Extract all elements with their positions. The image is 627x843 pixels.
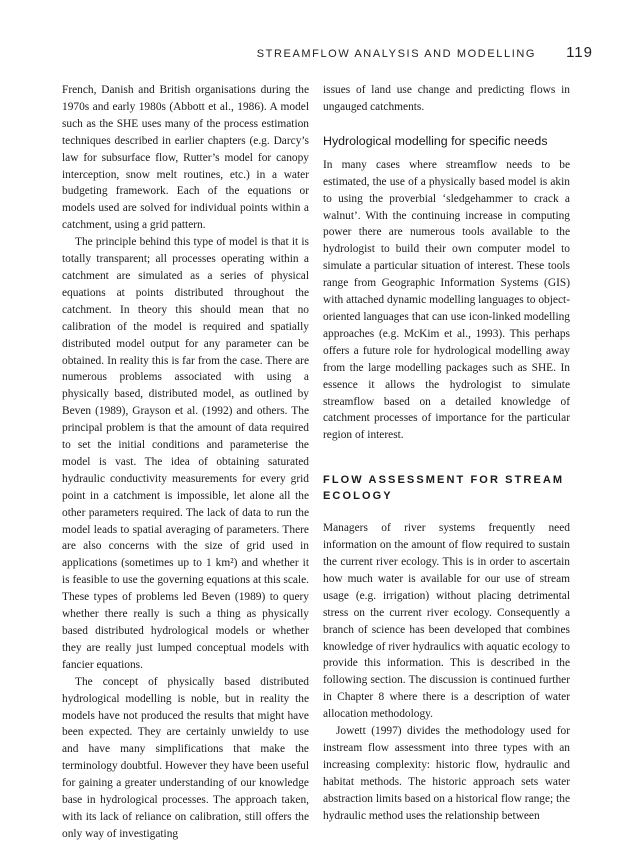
left-paragraph-3: The concept of physically based distributed hydrological modelling is noble, but in reality the models have not produced the results that might have been expected. They are certainly unwieldy to use and have many simplifications that make the terminology doubtful. However they have been useful for gaining a greater understanding of our knowledge base in hydrological processes. The approach taken, with its lack of reliance on calibration, still offers the only way of investigating [62,675,309,840]
page-number: 119 [566,44,593,61]
left-paragraph-1: French, Danish and British organisations during the 1970s and early 1980s (Abbott et al., 1986). A model such as the SHE uses many of the process estimation techniques described in earlier chapters (e.g. Darcy’s law for subsurface flow, Rutter’s model for canopy interception, snow melt routines, etc.) in a water budgeting framework. Each of the equations or models used are solved for individual points within a catchment, using a grid pattern. [62,84,309,232]
running-title: STREAMFLOW ANALYSIS AND MODELLING [256,48,537,60]
left-paragraph-2: The principle behind this type of model is that it is totally transparent; all processes operating within a catchment are simulated as a series of physical equations at points distributed throughout the catchment. In theory this should mean that no calibration of the model is required and spatially distributed model output for any parameter can be obtained. In reality this is far from the case. There are numerous problems associated with using a physically based, distributed model, as outlined by Beven (1989), Grayson et al. (1992) and others. The principal problem is that the amount of data required to set the initial conditions and parameterise the model is vast. The idea of obtaining saturated hydraulic conductivity measurements for every grid point in a catchment is impossible, let alone all the other parameters required. The lack of data to run the model leads to spatial averaging of parameters. There are also concerns with the size of grid used in applications (sometimes up to 1 km²) and whether it is feasible to use the governing equations at this scale. These types of problems led Beven (1989) to query whether there really is such a thing as physically based distributed hydrological models or whether they are really just lumped conceptual models with fancier equations. [62,236,309,671]
right-column [323,82,570,825]
right-paragraph-3: Managers of river systems frequently need information on the amount of flow required to sustain the current river ecology. This is in order to ascertain how much water is available for our use of stream usage (e.g. irrigation) without placing detrimental stress on the current river ecology. Consequently a branch of science has been developed that combines knowledge of river hydraulics with aquatic ecology to provide this information. This is described in the following section. The discussion is continued further in Chapter 8 where there is a description of water allocation methodology. [323,522,570,721]
subheading: Hydrological modelling for specific needs [323,133,548,148]
right-paragraph-2: In many cases where streamflow needs to be estimated, the use of a physically based model is akin to using the proverbial ‘sledgehammer to crack a walnut’. With the continuing increase in computing power there are numerous tools available to the hydrologist to build their own computer model to simulate a particular situation of interest. These tools range from Geographic Information Systems (GIS) with attached dynamic modelling languages to object-oriented languages that can use icon-linked modelling approaches (e.g. McKim et al., 1993). This perhaps offers a future role for hydrological modelling away from the large modelling packages such as SHE. In essence it allows the hydrologist to simulate streamflow based on a detailed knowledge of catchment processes of importance for the particular region of interest. [323,158,570,442]
right-paragraph-4: Jowett (1997) divides the methodology used for instream flow assessment into three types with an increasing complexity: historic flow, hydraulic and habitat methods. The historic approach sets water abstraction limits based on a historical flow range; the hydraulic method uses the relationship between [323,725,570,822]
running-header [60,44,593,61]
section-heading: FLOW ASSESSMENT FOR STREAM ECOLOGY [323,474,565,503]
left-column [62,82,309,843]
right-paragraph-1: issues of land use change and predicting flows in ungauged catchments. [323,84,570,113]
